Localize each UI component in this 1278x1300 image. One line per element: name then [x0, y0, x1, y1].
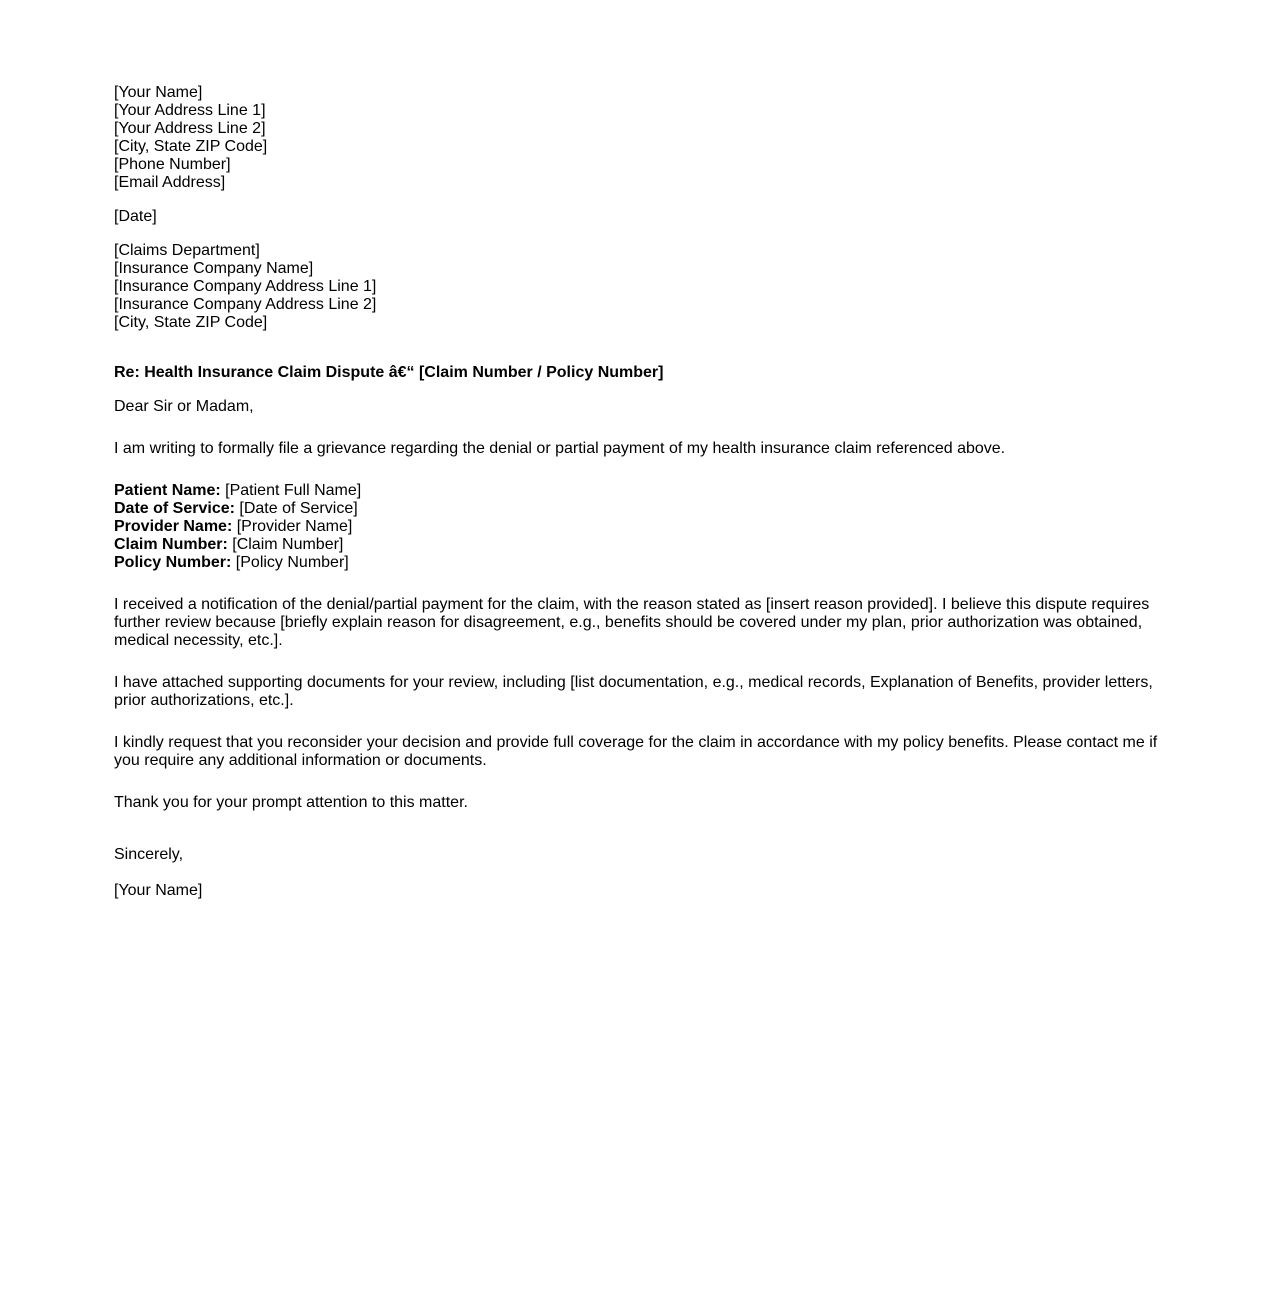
recipient-address-line-1: [Insurance Company Address Line 1] — [114, 278, 377, 295]
claim-details — [114, 482, 1164, 572]
field-label: Provider Name: — [114, 518, 233, 535]
recipient-city-state-zip: [City, State ZIP Code] — [114, 314, 268, 331]
field-value: [Claim Number] — [227, 536, 344, 553]
salutation: Dear Sir or Madam, — [114, 398, 254, 415]
signature: [Your Name] — [114, 882, 203, 899]
field-value: [Date of Service] — [234, 500, 358, 517]
sender-city-state-zip: [City, State ZIP Code] — [114, 138, 268, 155]
field-label: Date of Service: — [114, 500, 235, 517]
closing: Sincerely, — [114, 846, 184, 863]
field-claim-number — [114, 536, 1164, 554]
sender-address-line-1: [Your Address Line 1] — [114, 102, 266, 119]
recipient-department: [Claims Department] — [114, 242, 260, 259]
body-paragraph-attachments: I have attached supporting documents for your review, including [list documentation, e.g., medical records, Explanation of Benefits, provider letters, prior authorizations, etc.]. — [114, 674, 1153, 709]
sender-email: [Email Address] — [114, 174, 226, 191]
field-policy-number — [114, 554, 1164, 572]
body-paragraph-request: I kindly request that you reconsider your decision and provide full coverage for the claim in accordance with my policy benefits. Please contact me if you require any additional information or documents. — [114, 734, 1158, 769]
sender-address — [114, 84, 1164, 192]
subject-line: Re: Health Insurance Claim Dispute â€“ [Claim Number / Policy Number] — [114, 364, 664, 381]
intro-paragraph: I am writing to formally file a grievance regarding the denial or partial payment of my health insurance claim referenced above. — [114, 440, 1006, 457]
recipient-address-line-2: [Insurance Company Address Line 2] — [114, 296, 377, 313]
field-label: Patient Name: — [114, 482, 221, 499]
recipient-company-name: [Insurance Company Name] — [114, 260, 314, 277]
field-value: [Provider Name] — [232, 518, 353, 535]
field-value: [Policy Number] — [231, 554, 349, 571]
sender-address-line-2: [Your Address Line 2] — [114, 120, 266, 137]
field-label: Claim Number: — [114, 536, 228, 553]
body-paragraph-reason: I received a notification of the denial/partial payment for the claim, with the reason stated as [insert reason provided]. I believe this dispute requires further review because [briefly explain reason for disagreement, e.g., benefits should be covered under my plan, prior authorization was obtained, medical necessity, etc.]. — [114, 596, 1150, 649]
field-provider-name — [114, 518, 1164, 536]
field-label: Policy Number: — [114, 554, 232, 571]
body-paragraph-thanks: Thank you for your prompt attention to this matter. — [114, 794, 468, 811]
field-date-of-service — [114, 500, 1164, 518]
sender-name: [Your Name] — [114, 84, 203, 101]
letter-document — [114, 84, 1164, 900]
field-value: [Patient Full Name] — [220, 482, 362, 499]
letter-date — [114, 208, 1164, 226]
field-patient-name — [114, 482, 1164, 500]
recipient-address — [114, 242, 1164, 332]
sender-phone: [Phone Number] — [114, 156, 231, 173]
date-text: [Date] — [114, 208, 157, 225]
